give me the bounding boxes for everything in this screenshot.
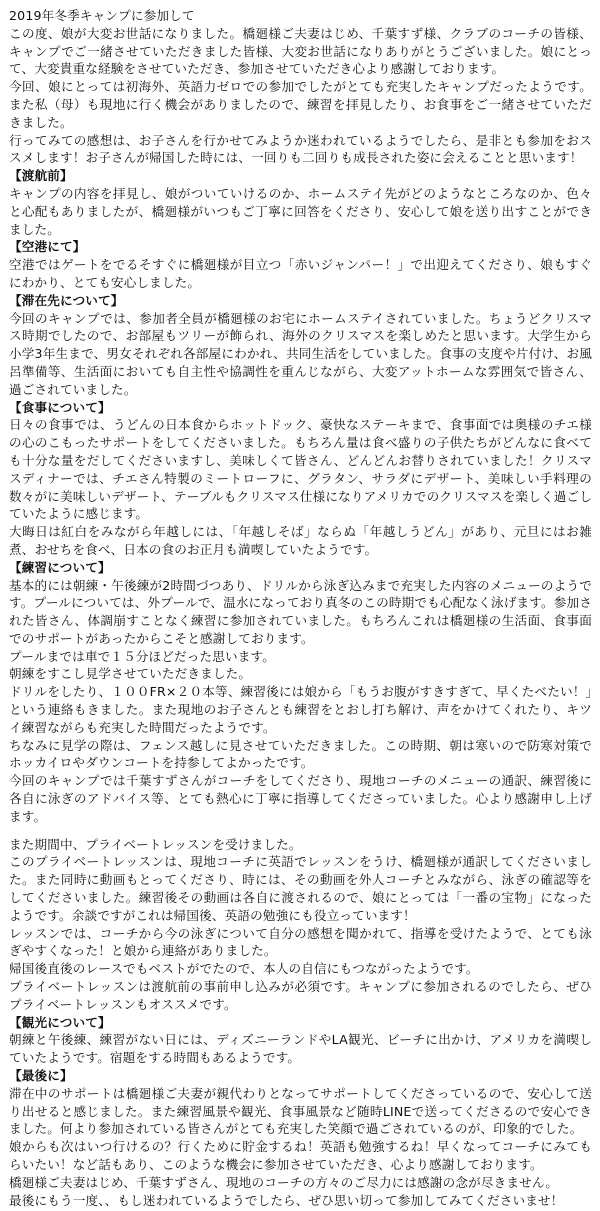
body-paragraph: 娘からも次はいつ行けるの？行くために貯金するね！英語も勉強するね！早くなってコーチにみてもらいたい！など話もあり、このような機会に参加させていただき、心より感謝しております。: [9, 1139, 592, 1172]
body-paragraph: 朝練をすこし見学させていただきました。: [9, 666, 252, 682]
body-paragraph: 橋廻様ご夫妻はじめ、千葉すずさん、現地のコーチの方々のご尽力には感謝の念が尽きません。: [9, 1174, 559, 1190]
body-paragraph: キャンプの内容を拝見し、娘がついていけるのか、ホームステイ先がどのようなところなのか、色々と心配もありましたが、橋廻様がいつもご丁寧に回答をくださり、安心して娘を送り出すことができました。: [9, 185, 592, 237]
body-paragraph: 基本的には朝練・午後練が2時間づつあり、ドリルから泳ぎ込みまで充実した内容のメニューのようです。プールについては、外プールで、温水になっており真冬のこの時期でも心配なく泳げます。参加された皆さん、体調崩すことなく練習に参加されていました。もちろんこれは橋廻様の生活面、食事面でのサポートがあったからこそと感謝しております。: [9, 577, 592, 646]
body-paragraph: 空港ではゲートをでるそすぐに橋廻様が目立つ「赤いジャンパー！」で出迎えてくださり、娘もすぐにわかり、とても安心しました。: [9, 257, 592, 290]
body-paragraph: 行ってみての感想は、お子さんを行かせてみようか迷われているようでしたら、是非とも参加をおススメします！お子さんが帰国した時には、一回りも二回りも成長された姿に会えることと思います！: [9, 132, 592, 166]
body-paragraph: 大晦日は紅白をみながら年越しには、「年越しそば」ならぬ「年越しうどん」があり、元旦にはお雑煮、おせちを食べ、日本の食のお正月も満喫していたようです。: [9, 524, 592, 557]
document-body: [9, 7, 592, 1209]
body-paragraph: プライベートレッスンは渡航前の事前申し込みが必須です。キャンプに参加されるのでしたら、ぜひプライベートレッスンもオススメです。: [9, 979, 592, 1012]
body-paragraph: このプライベートレッスンは、現地コーチに英語でレッスンをうけ、橋廻様が通訳してくださいました。また同時に動画もとってくださり、時には、その動画を外人コーチとみながら、泳ぎの確認等をしてくださいました。練習後その動画は各自に渡されるので、娘にとっては「一番の宝物」になったようです。余談ですがこれは帰国後、英語の勉強にも役立っています！: [9, 854, 592, 923]
body-paragraph: 今回のキャンプでは、参加者全員が橋廻様のお宅にホームステイされていました。ちょうどクリスマス時期でしたので、お部屋もツリーが飾られ、海外のクリスマスを楽しめたと思います。大学生から小学3年生まで、男女それぞれ各部屋にわかれ、共同生活をしていました。食事の支度や片付け、お風呂準備等、生活面においても自主性や協調性を重んじながら、大変アットホームな雰囲気で皆さん、過ごされていました。: [9, 310, 592, 397]
body-paragraph: ちなみに見学の際は、フェンス越しに見させていただきました。この時期、朝は寒いので防寒対策でホッカイロやダウンコートを持参してよかったです。: [9, 737, 592, 771]
section-heading: 【空港にて】: [9, 239, 86, 255]
body-paragraph: 滞在中のサポートは橋廻様ご夫妻が親代わりとなってサポートしてくださっているので、安心して送り出せると感じました。また練習風景や観光、食事風景など随時LINEで送ってくださるので安心できました。何より参加されている皆さんがとても充実した笑顔で過ごされているのが、印象的でした。: [9, 1085, 592, 1137]
document-title: 2019年冬季キャンプに参加して: [9, 8, 195, 23]
body-paragraph: また期間中、プライベートレッスンを受けました。: [9, 836, 302, 852]
section-heading: 【食事について】: [9, 399, 111, 415]
body-paragraph: この度、娘が大変お世話になりました。橋廻様ご夫妻はじめ、千葉すず様、クラブのコーチの皆様、キャンプでご一緒させていただきました皆様、大変お世話になりありがとうございました。娘にとって、大変貴重な経験をさせていただき、参加させていただき心より感謝しております。: [9, 25, 592, 77]
body-paragraph: 最後にもう一度、、もし迷われているようでしたら、ぜひ思い切って参加してみてくださいませ！: [9, 1192, 564, 1208]
body-paragraph: プールまでは車で１５分ほどだった思います。: [9, 648, 275, 664]
body-paragraph: 日々の食事では、うどんの日本食からホットドック、豪快なステーキまで、食事面では奥様のチエ様の心のこもったサポートをしてくださいました。もちろん量は食べ盛りの子供たちがどんなに食べても十分な量をだしてくださいますし、美味しくて皆さん、どんどんお替りされていました！クリスマスディナーでは、チエさん特製のミートローフに、グラタン、サラダにデザート、美味しい手料理の数々がに美味しいデザート、テーブルもクリスマス仕様になりアメリカでのクリスマスを楽しく過ごしていたように感じます。: [9, 417, 592, 522]
section-heading: 【渡航前】: [9, 168, 73, 184]
section-heading: 【滞在先について】: [9, 292, 124, 308]
section-heading: 【観光について】: [9, 1014, 111, 1030]
section-heading: 【練習について】: [9, 559, 111, 575]
body-paragraph: 今回のキャンプでは千葉すずさんがコーチをしてくださり、現地コーチのメニューの通訳、練習後に各自に泳ぎのアドバイス等、とても熱心に丁寧に指導してくださっていました。心より感謝申し上げます。: [9, 773, 592, 824]
paragraph-spacer: [9, 826, 592, 836]
body-paragraph: レッスンでは、コーチから今の泳ぎについて自分の感想を聞かれて、指導を受けたようで、とても泳ぎやすくなった！と娘から連絡がありました。: [9, 925, 592, 959]
body-paragraph: ドリルをしたり、１００FR×２０本等、練習後には娘から「もうお腹がすきすぎて、早くたべたい！」という連絡もきました。また現地のお子さんとも練習をとおし打ち解け、声をかけてくれたり、キツイ練習ながらも充実した時間だったようです。: [9, 684, 592, 735]
body-paragraph: 今回、娘にとっては初海外、英語力ゼロでの参加でしたがとても充実したキャンプだったようです。また私（母）も現地に行く機会がありましたので、練習を拝見したり、お食事をご一緒させていただきました。: [9, 79, 592, 130]
section-heading: 【最後に】: [9, 1068, 73, 1084]
body-paragraph: 帰国後直後のレースでもベストがでたので、本人の自信にもつながったようです。: [9, 961, 479, 977]
body-paragraph: 朝練と午後練、練習がない日には、ディズニーランドやLA観光、ビーチに出かけ、アメリカを満喫していたようです。宿題をする時間もあるようです。: [9, 1032, 592, 1066]
